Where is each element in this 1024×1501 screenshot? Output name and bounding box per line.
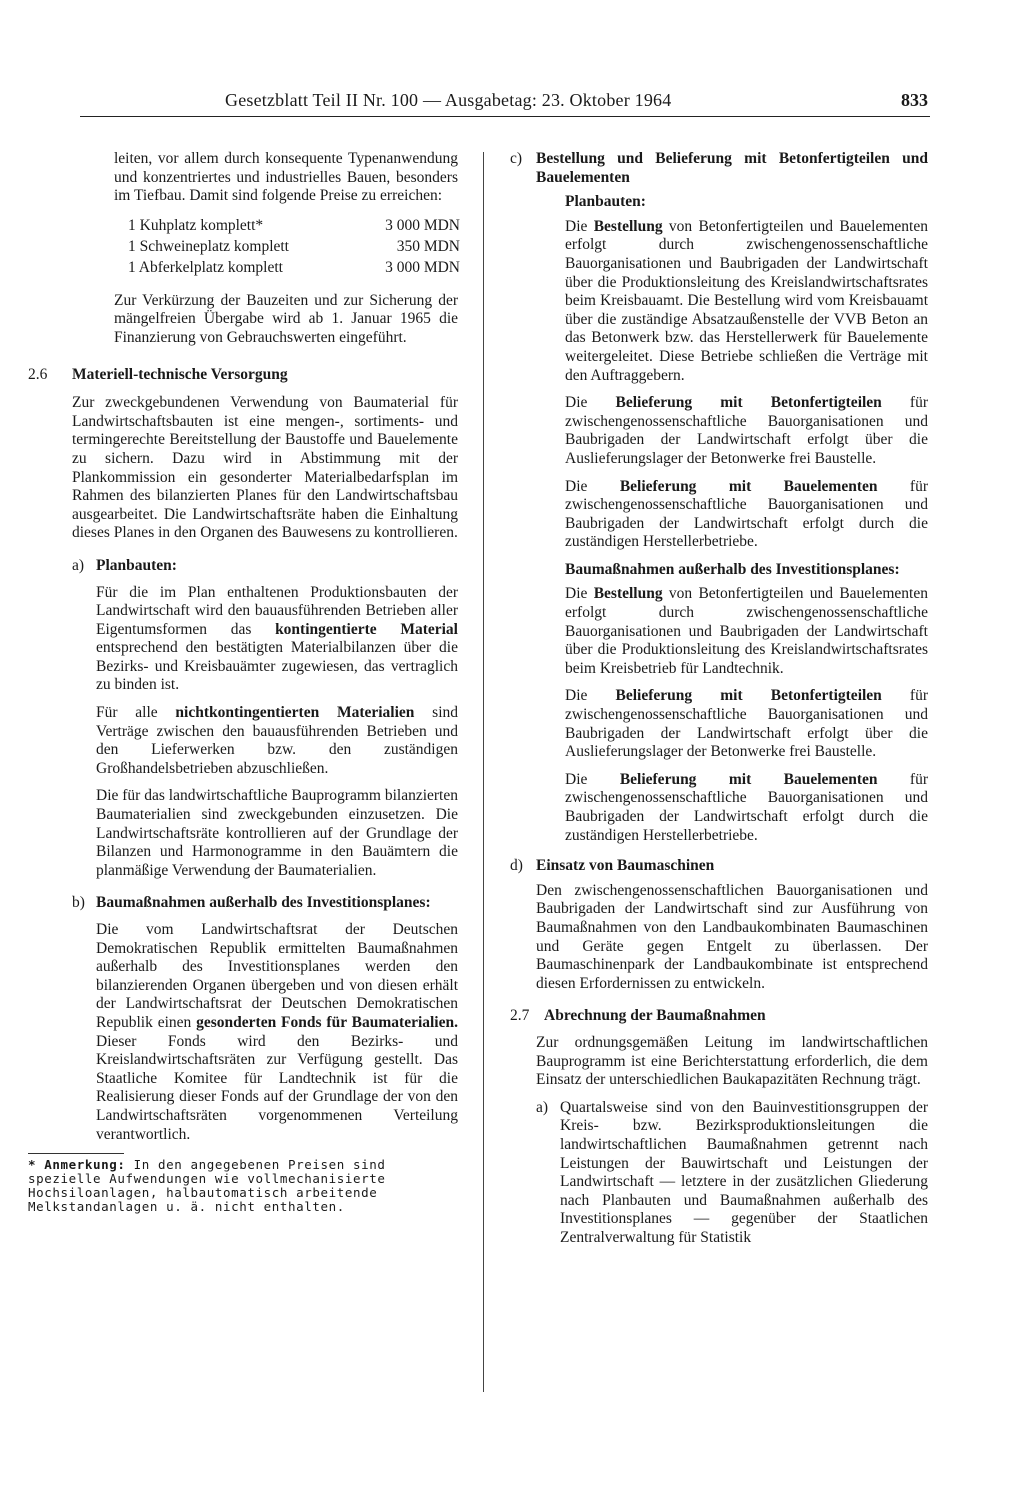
- subsection-number: c): [510, 150, 523, 167]
- section-2-7-paragraph: Zur ordnungsgemäßen Leitung im landwirtschaftlichen Bauprogramm ist eine Berichterstattung erforderlich, die dem Einsatz der unterschiedlichen Baukapazitäten Rechnung trägt.: [536, 1033, 928, 1089]
- price-row: [128, 257, 460, 278]
- intro-paragraph: leiten, vor allem durch konsequente Typenanwendung und konzentriertes und industrielles Bauen, besonders im Tiefbau. Damit sind folgende Preise zu erreichen:: [114, 150, 458, 205]
- belieferung-betonfertigteile-ausserhalb-paragraph: Die Belieferung mit Betonfertigteilen für zwischengenossenschaftliche Bauorganisationen und Baubrigaden der Landwirtschaft erfolgt über die Auslieferungslager der Betonwerke frei Baustelle.: [565, 687, 929, 761]
- right-column: [510, 150, 928, 1247]
- item-number: a): [536, 1098, 549, 1116]
- price-value: 3 000 MDN: [385, 216, 460, 234]
- subsection-title: Einsatz von Baumaschinen: [536, 857, 715, 875]
- planbauten-label: Planbauten:: [565, 193, 646, 211]
- left-column: [28, 150, 458, 1214]
- header-title: Gesetzblatt Teil II Nr. 100 — Ausgabetag: 23. Oktober 1964: [225, 90, 672, 110]
- footnote: * Anmerkung: In den angegebenen Preisen sind spezielle Aufwendungen wie vollmechanisierte Hochsiloanlagen, halbautomatisch arbeitende Melkstandanlagen u. ä. nicht enthalten.: [28, 1157, 386, 1215]
- bestellung-paragraph: Die Bestellung von Betonfertigteilen und Bauelementen erfolgt durch zwischengenossenschaftliche Bauorganisationen und Baubrigaden der Landwirtschaft über die Produktionsleitung des Kreislandwirtschaftsrates beim Kreisbauamt. Die Bestellung wird vom Kreisbauamt über die zuständige Absatzaußenstelle der VVB Beton an das Betonwerk bzw. das Herstellerwerk für Bauelemente weitergeleitet. Diese Betriebe schließen die Verträge mit den Auftraggebern.: [565, 217, 928, 384]
- price-row: [128, 215, 460, 236]
- baumassnahmen-paragraph: Die vom Landwirtschaftsrat der Deutschen Demokratischen Republik ermittelten Baumaßnahmen außerhalb des Investitionsplanes werden den bilanzierenden Organen übergeben und von diesen erhält der Landwirtschaftsrat der Deutschen Demokratischen Republik einen gesonderten Fonds für Baumaterialien. Dieser Fonds wird den Bezirks- und Kreislandwirtschaftsräten zur Verfügung gestellt. Das Staatliche Komitee für Landtechnik ist für die Realisierung dieser Fonds auf der Grundlage der von den Landwirtschaftsräten vorgenommenen Verteilung verantwortlich.: [96, 921, 458, 1143]
- price-value: 350 MDN: [396, 237, 460, 255]
- section-title: Abrechnung der Baumaßnahmen: [544, 1007, 766, 1025]
- subsection-d-heading: [510, 857, 928, 876]
- baumaschinen-paragraph: Den zwischengenossenschaftlichen Bauorganisationen und Baubrigaden der Landwirtschaft sind zur Ausführung von Baumaßnahmen von den Landbaukombinaten Baumaschinen und Geräte gegen Entgelt zu überlassen. Der Baumaschinenpark der Landbaukombinate ist entsprechend diesen Erfordernissen zu entwickeln.: [536, 881, 928, 992]
- price-item: 1 Abferkelplatz komplett: [128, 258, 283, 276]
- footnote-rule: [28, 1153, 124, 1154]
- subsection-number: b): [72, 894, 85, 912]
- price-table: [128, 215, 460, 278]
- baumassnahmen-label: Baumaßnahmen außerhalb des Investitionsplanes:: [565, 560, 900, 578]
- financing-paragraph: Zur Verkürzung der Bauzeiten und zur Sicherung der mängelfreien Übergabe wird ab 1. Januar 1965 die Finanzierung von Gebrauchswerten eingeführt.: [114, 291, 458, 346]
- planbauten-paragraph-2: Für alle nichtkontingentierten Materialien sind Verträge zwischen den bauausführenden Betrieben und den Lieferwerken bzw. den zuständigen Großhandelsbetrieben abzuschließen.: [96, 704, 459, 777]
- subsection-number: d): [510, 857, 523, 875]
- price-item: 1 Schweineplatz komplett: [128, 237, 289, 255]
- section-title: Materiell-technische Versorgung: [72, 365, 288, 383]
- section-number: 2.7: [510, 1007, 530, 1025]
- item-text: Quartalsweise sind von den Bauinvestitionsgruppen der Kreis- bzw. Bezirksproduktionsleitungen die landwirtschaftlichen Baumaßnahmen getrennt nach Leistungen der Bauwirtschaft und Leistungen der Landwirtschaft — letztere in der zusätzlichen Gliederung nach Planbauten und Baumaßnahmen außerhalb des Investitionsplanes — gegenüber der Staatlichen Zentralverwaltung für Statistik: [560, 1098, 928, 1246]
- section-2-6-paragraph: Zur zweckgebundenen Verwendung von Baumaterial für Landwirtschaftsbauten ist eine mengen-, sortiments- und termingerechte Bereitstellung der Baustoffe und Bauelemente zu sichern. Dazu wird in Abstimmung mit der Plankommission ein gesonderter Materialbedarfsplan im Rahmen des bilanzierten Planes für den Landwirtschaftsbau ausgearbeitet. Die Landwirtschaftsräte haben die Einhaltung dieses Planes in den Organen des Bauwesens zu kontrollieren.: [72, 394, 458, 542]
- section-2-7-item-a: [536, 1099, 928, 1248]
- bestellung-ausserhalb-paragraph: Die Bestellung von Betonfertigteilen und Bauelementen erfolgt durch zwischengenossenschaftliche Bauorganisationen und Baubrigaden der Landwirtschaft über die Produktionsleitung des Kreislandwirtschaftsrates beim Kreisbetrieb für Landtechnik.: [565, 585, 928, 677]
- section-2-6-heading: [28, 366, 458, 385]
- page-number: 833: [901, 90, 928, 110]
- section-number: 2.6: [28, 365, 48, 383]
- planbauten-paragraph-3: Die für das landwirtschaftliche Bauprogramm bilanzierten Baumaterialien sind zweckgebunden einzusetzen. Die Landwirtschaftsräte kontrollieren auf der Grundlage der Bilanzen und Harmonogramme in den Bauämtern die planmäßige Verwendung der Baumaterialien.: [96, 787, 458, 879]
- price-item: 1 Kuhplatz komplett*: [128, 216, 264, 234]
- subsection-c-heading: [510, 150, 928, 187]
- subsection-title: Planbauten:: [96, 556, 177, 574]
- subsection-title: Bestellung und Belieferung mit Betonfertigteilen und Bauelementen: [536, 150, 928, 186]
- belieferung-bauelemente-paragraph: Die Belieferung mit Bauelementen für zwischengenossenschaftliche Bauorganisationen und Baubrigaden der Landwirtschaft erfolgt durch die zuständigen Herstellerbetriebe.: [565, 477, 928, 551]
- belieferung-betonfertigteile-paragraph: Die Belieferung mit Betonfertigteilen für zwischengenossenschaftliche Bauorganisationen und Baubrigaden der Landwirtschaft erfolgt über die Auslieferungslager der Betonwerke frei Baustelle.: [565, 394, 929, 467]
- price-row: [128, 236, 460, 257]
- planbauten-paragraph-1: Für die im Plan enthaltenen Produktionsbauten der Landwirtschaft wird den bauausführenden Betrieben aller Eigentumsformen das kontingentierte Material entsprechend den bestätigten Materialbilanzen über die Bezirks- und Kreisbauämter zugewiesen, das vertraglich zu binden ist.: [96, 583, 458, 694]
- belieferung-bauelemente-ausserhalb-paragraph: Die Belieferung mit Bauelementen für zwischengenossenschaftliche Bauorganisationen und Baubrigaden der Landwirtschaft erfolgt durch die zuständigen Herstellerbetriebe.: [565, 770, 928, 844]
- subsection-number: a): [72, 556, 85, 574]
- column-divider: [483, 152, 484, 1392]
- price-value: 3 000 MDN: [385, 258, 460, 276]
- subsection-b-heading: [72, 894, 458, 913]
- subsection-title: Baumaßnahmen außerhalb des Investitionsplanes:: [96, 894, 431, 912]
- page-header: [80, 90, 930, 117]
- subsection-a-heading: [72, 557, 458, 576]
- section-2-7-heading: [510, 1007, 928, 1026]
